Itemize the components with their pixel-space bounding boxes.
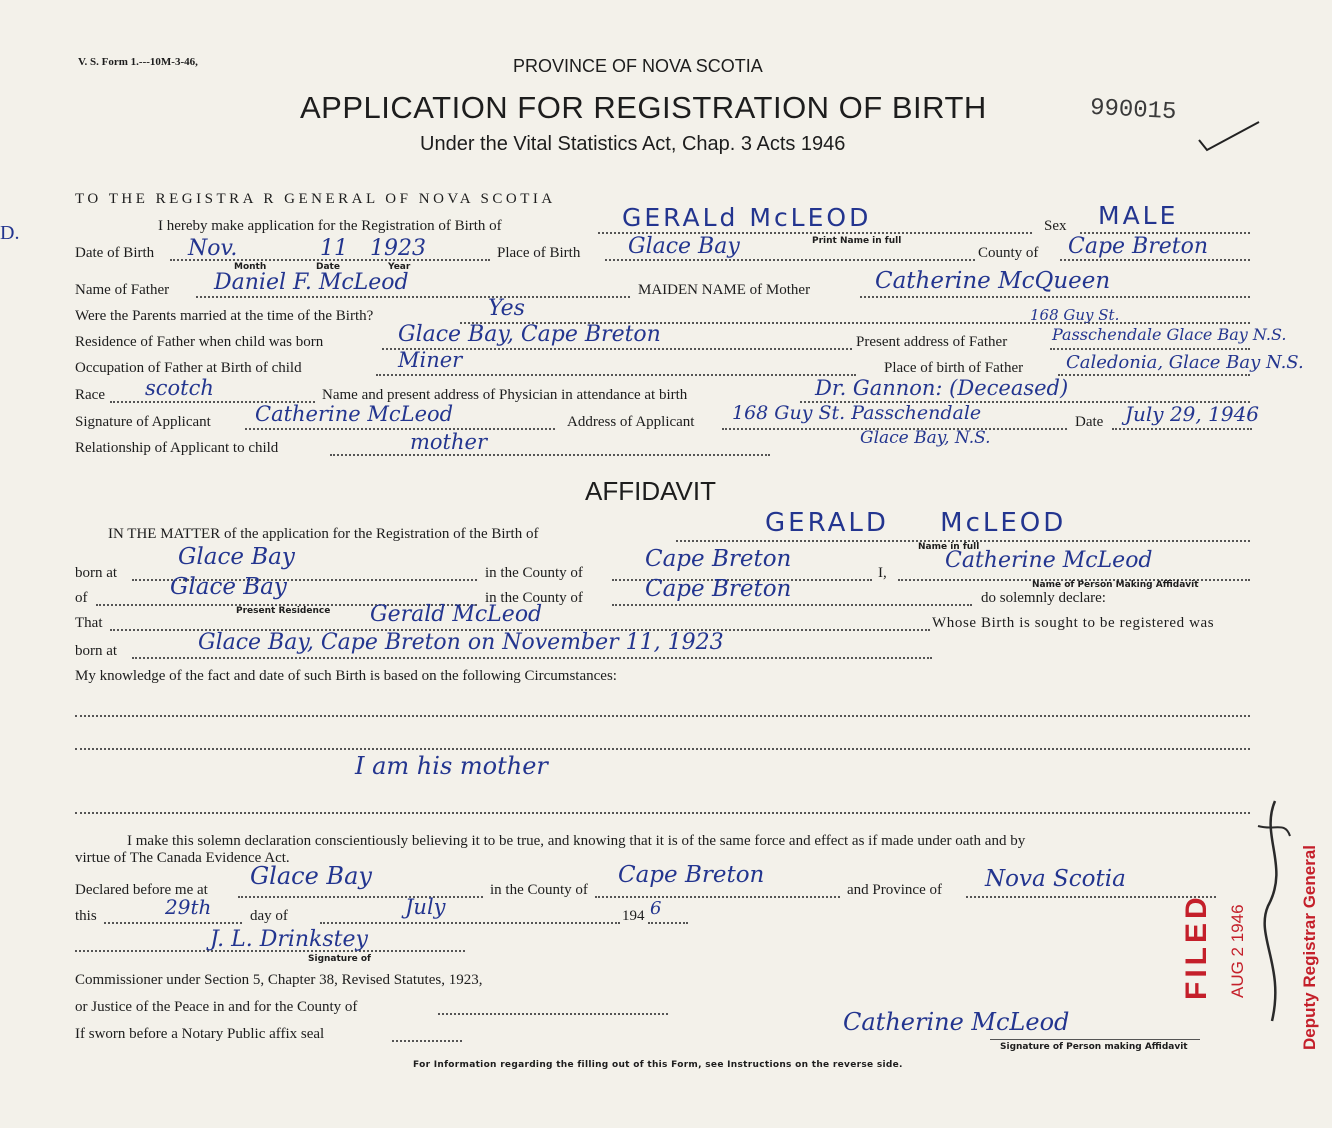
mother-label: MAIDEN NAME of Mother (638, 282, 811, 298)
affidavit-child-name: GERALD McLEOD (765, 508, 1067, 538)
that-name-value: Gerald McLeod (370, 602, 543, 627)
sex-value: MALE (1098, 201, 1179, 230)
applicant-address-label: Address of Applicant (567, 414, 695, 430)
county-2-line (612, 604, 972, 606)
father-birthplace-label: Place of birth of Father (884, 360, 1024, 376)
circumstance-line-2 (75, 748, 1250, 750)
declared-county-value: Cape Breton (618, 862, 765, 888)
circumstance-value: I am his mother (355, 752, 548, 780)
present-address-street-value: 168 Guy St. (1030, 306, 1120, 324)
footer-info: For Information regarding the filling out of this Form, see Instructions on the reverse side. (413, 1060, 903, 1070)
stamp-date: AUG 2 1946 (1228, 904, 1247, 998)
form-title: APPLICATION FOR REGISTRATION OF BIRTH (300, 90, 987, 125)
mother-name-value: Catherine McQueen (875, 268, 1111, 294)
father-line (196, 296, 630, 298)
married-label: Were the Parents married at the time of the Birth? (75, 308, 374, 324)
physician-value: Dr. Gannon: (Deceased) (815, 376, 1069, 400)
form-code: V. S. Form 1.---10M-3-46, (78, 56, 198, 68)
born-at-value: Glace Bay (178, 544, 295, 570)
justice-line: or Justice of the Peace in and for the County of (75, 999, 358, 1015)
applicant-address-line2: Glace Bay, N.S. (860, 428, 991, 448)
signature-of-caption: Signature of (308, 954, 371, 964)
commissioner-line: Commissioner under Section 5, Chapter 38, Revised Statutes, 1923, (75, 972, 483, 988)
day-value: 29th (165, 895, 212, 919)
father-birthplace-value: Caledonia, Glace Bay N.S. (1066, 352, 1304, 373)
father-name-value: Daniel F. McLeod (214, 270, 409, 295)
declared-county-line (595, 896, 840, 898)
province-heading: PROVINCE OF NOVA SCOTIA (513, 56, 763, 76)
in-county-label: in the County of (485, 565, 583, 581)
justice-county-line (438, 1013, 668, 1015)
circumstance-line-3 (75, 812, 1250, 814)
circumstance-line-1 (75, 715, 1250, 717)
declaration-text-1: I make this solemn declaration conscientiously believing it to be true, and knowing that it is of the same force and effect as if made under oath and by (127, 833, 1026, 849)
born-at-label-2: born at (75, 643, 118, 659)
year-suffix: 6 (650, 898, 662, 919)
relationship-line (330, 454, 770, 456)
province-value: Nova Scotia (985, 866, 1126, 892)
knowledge-line: My knowledge of the fact and date of such Birth is based on the following Circumstances: (75, 668, 617, 684)
relationship-label: Relationship of Applicant to child (75, 440, 279, 456)
present-residence-caption: Present Residence (236, 606, 331, 616)
married-value: Yes (488, 296, 525, 321)
filed-stamp: FILED (1180, 893, 1213, 1000)
born-at-label: born at (75, 565, 118, 581)
dob-label: Date of Birth (75, 245, 155, 261)
affiant-signature-caption: Signature of Person making Affidavit (1000, 1042, 1188, 1052)
sex-label: Sex (1044, 218, 1067, 234)
race-label: Race (75, 387, 105, 403)
physician-label: Name and present address of Physician in attendance at birth (322, 387, 688, 403)
declared-at-value: Glace Bay (250, 862, 372, 890)
of-county-value: Cape Breton (645, 576, 792, 602)
application-date-value: July 29, 1946 (1125, 402, 1260, 426)
day-of-label: day of (250, 908, 288, 924)
date-label: Date (1075, 414, 1104, 430)
affiant-signature: Catherine McLeod (843, 1008, 1070, 1036)
dob-day-value: 11 (320, 236, 348, 261)
stamp-signature-icon (1250, 796, 1300, 1026)
intro-label: I hereby make application for the Registration of Birth of (158, 218, 502, 234)
residence-label: Residence of Father when child was born (75, 334, 324, 350)
this-label: this (75, 908, 97, 924)
checkmark-icon (1195, 118, 1265, 158)
date-caption: Date (316, 262, 340, 272)
month-value: July (405, 895, 446, 919)
name-in-full-caption: Name in full (918, 542, 980, 552)
i-label: I, (878, 565, 887, 581)
child-name-value: GERALd McLEOD (622, 203, 872, 232)
affiant-caption: Name of Person Making Affidavit (1032, 580, 1199, 590)
residence-value: Glace Bay, Cape Breton (398, 322, 661, 347)
day-line (104, 922, 242, 924)
signature-line (245, 428, 555, 430)
notary-line: If sworn before a Notary Public affix seal (75, 1026, 325, 1042)
registration-number: 990015 (1089, 94, 1178, 127)
year-line (648, 922, 688, 924)
declare-label: do solemnly declare: (981, 590, 1106, 606)
dob-year-value: 1923 (370, 236, 426, 261)
declared-at-line (238, 896, 483, 898)
present-address-line (1050, 348, 1250, 350)
declaration-text-2: virtue of The Canada Evidence Act. (75, 850, 290, 866)
applicant-signature-value: Catherine McLeod (255, 402, 454, 426)
place-line (605, 259, 975, 261)
occupation-value: Miner (398, 348, 463, 372)
place-of-birth-value: Glace Bay (628, 234, 740, 259)
born-detail-line (132, 657, 932, 659)
year-prefix: 194 (622, 908, 645, 924)
father-birthplace-line (1058, 374, 1250, 376)
occupation-label: Occupation of Father at Birth of child (75, 360, 302, 376)
relationship-value: mother (410, 430, 487, 454)
month-line (320, 922, 620, 924)
occupation-line (376, 374, 856, 376)
notary-line-dots (392, 1040, 462, 1042)
present-address-value: Passchendale Glace Bay N.S. (1052, 325, 1287, 344)
registrar-address-line: TO THE REGISTRA R GENERAL OF NOVA SCOTIA (75, 191, 556, 207)
date-line (1112, 428, 1252, 430)
in-county-label-2: in the County of (485, 590, 583, 606)
dob-month-value: Nov. (188, 236, 238, 261)
of-place-value: Glace Bay (170, 574, 287, 600)
declared-county-label: in the County of (490, 882, 588, 898)
that-label: That (75, 615, 103, 631)
matter-label: IN THE MATTER of the application for the Registration of the Birth of (108, 526, 539, 542)
province-line (966, 896, 1216, 898)
deputy-registrar-stamp: Deputy Registrar General (1300, 844, 1319, 1050)
of-label: of (75, 590, 88, 606)
present-address-label: Present address of Father (856, 334, 1008, 350)
race-value: scotch (145, 376, 214, 400)
signature-label: Signature of Applicant (75, 414, 211, 430)
affiant-name-value: Catherine McLeod (945, 548, 1153, 573)
county-line (1060, 259, 1250, 261)
county-value: Cape Breton (1068, 234, 1209, 259)
mother-line (860, 296, 1250, 298)
affiant-signature-line (990, 1039, 1200, 1040)
born-county-value: Cape Breton (645, 546, 792, 572)
applicant-address-value: 168 Guy St. Passchendale (732, 402, 982, 424)
declared-label: Declared before me at (75, 882, 208, 898)
province-label: and Province of (847, 882, 942, 898)
father-label: Name of Father (75, 282, 170, 298)
month-caption: Month (234, 262, 267, 272)
form-subtitle: Under the Vital Statistics Act, Chap. 3 Acts 1946 (420, 133, 846, 155)
whose-birth-label: Whose Birth is sought to be registered was (932, 615, 1215, 631)
year-caption: Year (388, 262, 411, 272)
margin-mark: D. (0, 222, 20, 244)
commissioner-signature: J. L. Drinkstey (210, 927, 368, 952)
born-detail-value: Glace Bay, Cape Breton on November 11, 1923 (198, 630, 724, 655)
county-label: County of (978, 245, 1039, 261)
print-name-caption: Print Name in full (812, 236, 902, 246)
affidavit-title: AFFIDAVIT (585, 476, 716, 506)
place-of-birth-label: Place of Birth (497, 245, 581, 261)
